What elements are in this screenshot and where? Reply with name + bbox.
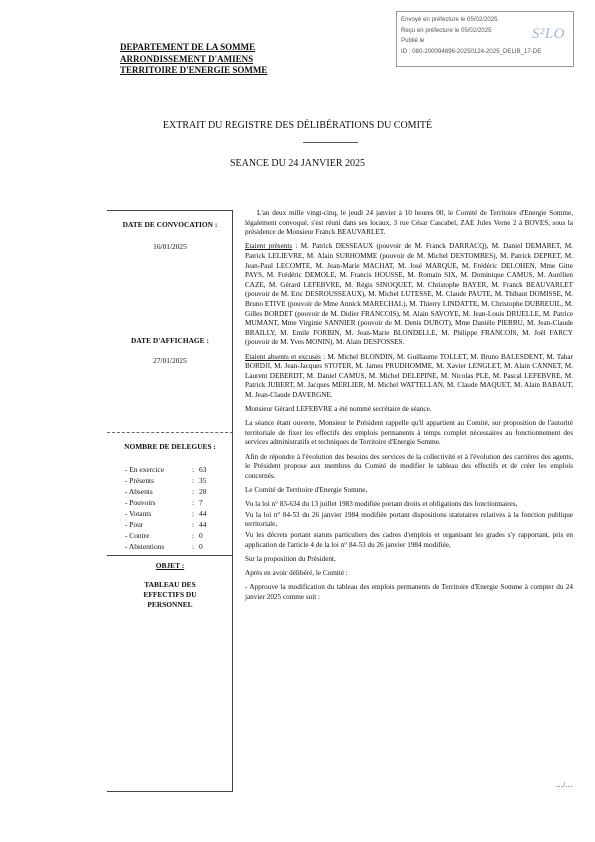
affichage-label: DATE D'AFFICHAGE :	[131, 336, 209, 345]
sidebar-divider	[107, 432, 233, 433]
vote-label: - Abstentions	[125, 542, 165, 551]
vu-decrets: Vu les décrets portant statuts particuliers des cadres d'emplois et organisant les grades s'y rapportant, pris en application de l'article 4 de la loi n° 84-53 du 26 janvier 1984 modifiée,	[245, 530, 573, 549]
convocation-label: DATE DE CONVOCATION :	[122, 220, 218, 229]
vote-row-pour: - Pour : 44	[125, 520, 207, 529]
vote-label: - En exercice	[125, 465, 164, 474]
header-arrondissement: ARRONDISSEMENT D'AMIENS	[120, 53, 254, 64]
vote-label: - Présents	[125, 476, 154, 485]
vote-row-votants: - Votants : 44	[125, 509, 207, 518]
vu-loi-83: Vu la loi n° 83-634 du 13 juillet 1983 modifiée portant droits et obligations des fonctionnaires,	[245, 500, 518, 509]
prefecture-stamp	[396, 11, 574, 67]
convocation-date: 16/01/2025	[153, 242, 187, 251]
presents-paragraph	[245, 242, 573, 348]
document-header	[120, 42, 267, 77]
delegues-label: NOMBRE DE DELEGUES :	[124, 442, 216, 451]
document-title: EXTRAIT DU REGISTRE DES DÉLIBÉRATIONS DU COMITÉ	[162, 120, 433, 131]
secretaire-paragraph: Monsieur Gérard LEFEBVRE a été nommé secrétaire de séance.	[245, 405, 432, 414]
comite-paragraph: Le Comité de Territoire d'Energie Somme,	[245, 486, 368, 494]
vote-row-pouvoirs: - Pouvoirs : 7	[125, 498, 203, 507]
vu-loi-84: Vu la loi n° 84-53 du 26 janvier 1984 modifiée portant dispositions statutaires relatives à la fonction publique territoriale,	[245, 510, 573, 529]
objet-line-3: PERSONNEL	[147, 600, 193, 609]
seance-paragraph: La séance étant ouverte, Monsieur le Président rappelle qu'il appartient au Comité, sur proposition de l'autorité territoriale de fixer les effectifs des emplois permanents à temps complet nécessaires au fonctionnement des services administratifs et techniques de Territoire d'Energie Somme.	[245, 419, 573, 447]
presents-label: Etaient présents	[245, 242, 293, 251]
absents-list: : M. Michel BLONDIN, M. Guillaume TOLLET, M. Bruno BALESDENT, M. Tahar BORDJI, M. Jean-Jacques STOTER, M. James PRUDHOMME, M. Xavier LENGLET, M. Alain CANNET, M. Laurent DEBERDT, M. Daniel CAMUS, M. Michel DELEPINE, M. Nicolas PLE, M. Pascal LEFEBVRE, M. Patrick JUBERT, M. Jacques MERLIER, M. Michel WATTELLAN, M. Claude MAQUET, M. Alain BABAUT, M. Jean-Claude DAVERGNE.	[245, 352, 573, 399]
presents-list: : M. Patrick DESSEAUX (pouvoir de M. Franck DARRACQ), M. Daniel DEMARET, M. Patrick LELIEVRE, M. Alain SURHOMME (pouvoir de M. Michel DESTOMBES), M. Patrick DEPRET, M. Jean-Paul LECOMTE, M. Jean-Marie MACHAT, M. José MARQUE, M. Frédéric DELOHEN, Mme Gitte PAYS, M. Frédéric DEMOLE, M. Francis HOUSSE, M. Romain SIX, M. Dominique CAMUS, M. Aurélien CAZE, M. Gérard LEFEBVRE, M. Régis SINOQUET, M. Christophe BAYER, M. Franck BEAUVARLET (pouvoir de M. Eric DESROUSSEAUX), M. Michel LUTESSE, M. Claude PAUTE, M. Thibaut DOMISSE, M. Bruno ETIVE (pouvoir de Mme Annick MARECHAL), M. Thierry LINDATTE, M. Christophe DUBREUIL, M. Gilles BORDET (pouvoir de M. Didier FRANCOIS), M. Alain SAVOYE, M. Jean-Louis DRUELLE, M. Patrice MUMANT, Mme Virginie SANNIER (pouvoir de M. Denis DUROT), Mme Danièle PIERRU, M. Jean-Claude BRAILLY, M. Emile FORBIN, M. Jean-Marie BLONDELLE, M. Philippe FRANCOIS, M. Joël FARCY (pouvoir de M. Yves MONIN), M. Alain DESFOSSES.	[245, 242, 573, 347]
header-territoire: TERRITOIRE D'ENERGIE SOMME	[120, 65, 268, 75]
objet-line-2: EFFECTIFS DU	[143, 590, 197, 599]
vote-label: - Votants	[125, 509, 152, 518]
stamp-id: ID : 080-200094896-20250124-2025_DELIB_17-DE	[401, 47, 542, 55]
objet-line-1: TABLEAU DES	[144, 580, 196, 589]
sidebar-bottom-rule	[107, 791, 233, 792]
vote-label: - Pouvoirs	[125, 498, 156, 507]
stamp-received-date: Reçu en préfecture le 05/02/2025	[401, 26, 492, 34]
s2lo-logo: S²LO	[531, 26, 565, 42]
stamp-sent-date: Envoyé en préfecture le 05/02/2025	[401, 16, 498, 23]
vote-value: 44	[199, 509, 207, 518]
proposition-paragraph: Sur la proposition du Président,	[245, 554, 336, 563]
sidebar-top-rule	[107, 210, 233, 211]
vote-value: 0	[199, 531, 203, 540]
affichage-date: 27/01/2025	[153, 356, 187, 365]
absents-paragraph	[245, 353, 573, 401]
seance-date: SEANCE DU 24 JANVIER 2025	[230, 158, 365, 169]
vote-value: 63	[199, 465, 207, 474]
objet-label: OBJET :	[155, 561, 185, 570]
vote-row-exercice: - En exercice : 63	[125, 465, 207, 474]
deliberation-body	[245, 209, 573, 607]
vote-label: - Absents	[125, 487, 153, 496]
vote-label: - Pour	[125, 520, 144, 529]
vote-value: 28	[199, 487, 207, 496]
title-divider	[303, 142, 358, 143]
intro-paragraph: L'an deux mille vingt-cinq, le jeudi 24 janvier à 10 heures 00, le Comité de Territoire d'Energie Somme, légalement convoqué, s'est réuni dans ses locaux, 3 rue César Cascabel, ZAE Jules Verne 2 à BOVES, sous la présidence de Monsieur Franck BEAUVARLET.	[245, 209, 573, 237]
vote-row-presents: - Présents : 35	[125, 476, 207, 485]
vote-value: 0	[199, 542, 203, 551]
vote-value: 7	[199, 498, 203, 507]
page-continuation: …/…	[556, 781, 573, 789]
afin-paragraph: Afin de répondre à l'évolution des besoins des services de la collectivité et à l'évolution des carrières des agents, le Président propose aux membres du Comité de modifier le tableau des effectifs et de créer les emplois concernés.	[245, 452, 573, 480]
vote-row-abstentions: - Abstentions : 0	[125, 542, 203, 551]
vote-value: 44	[199, 520, 207, 529]
sidebar-border	[232, 210, 233, 792]
sidebar-info	[107, 210, 233, 792]
vote-row-contre: - Contre : 0	[125, 531, 203, 540]
sidebar-objet-rule	[107, 555, 233, 556]
vote-row-absents: - Absents : 28	[125, 487, 207, 496]
absents-label: Etaient absents et excusés	[245, 352, 321, 361]
delibere-paragraph: Après en avoir délibéré, le Comité :	[245, 568, 348, 577]
vote-value: 35	[199, 476, 207, 485]
header-department: DEPARTEMENT DE LA SOMME	[120, 42, 256, 52]
stamp-published: Publié le	[401, 37, 425, 44]
vote-label: - Contre	[125, 531, 150, 540]
approuve-paragraph: - Approuve la modification du tableau des emplois permanents de Territoire d'Energie Somme à compter du 24 janvier 2025 comme suit :	[245, 583, 573, 601]
